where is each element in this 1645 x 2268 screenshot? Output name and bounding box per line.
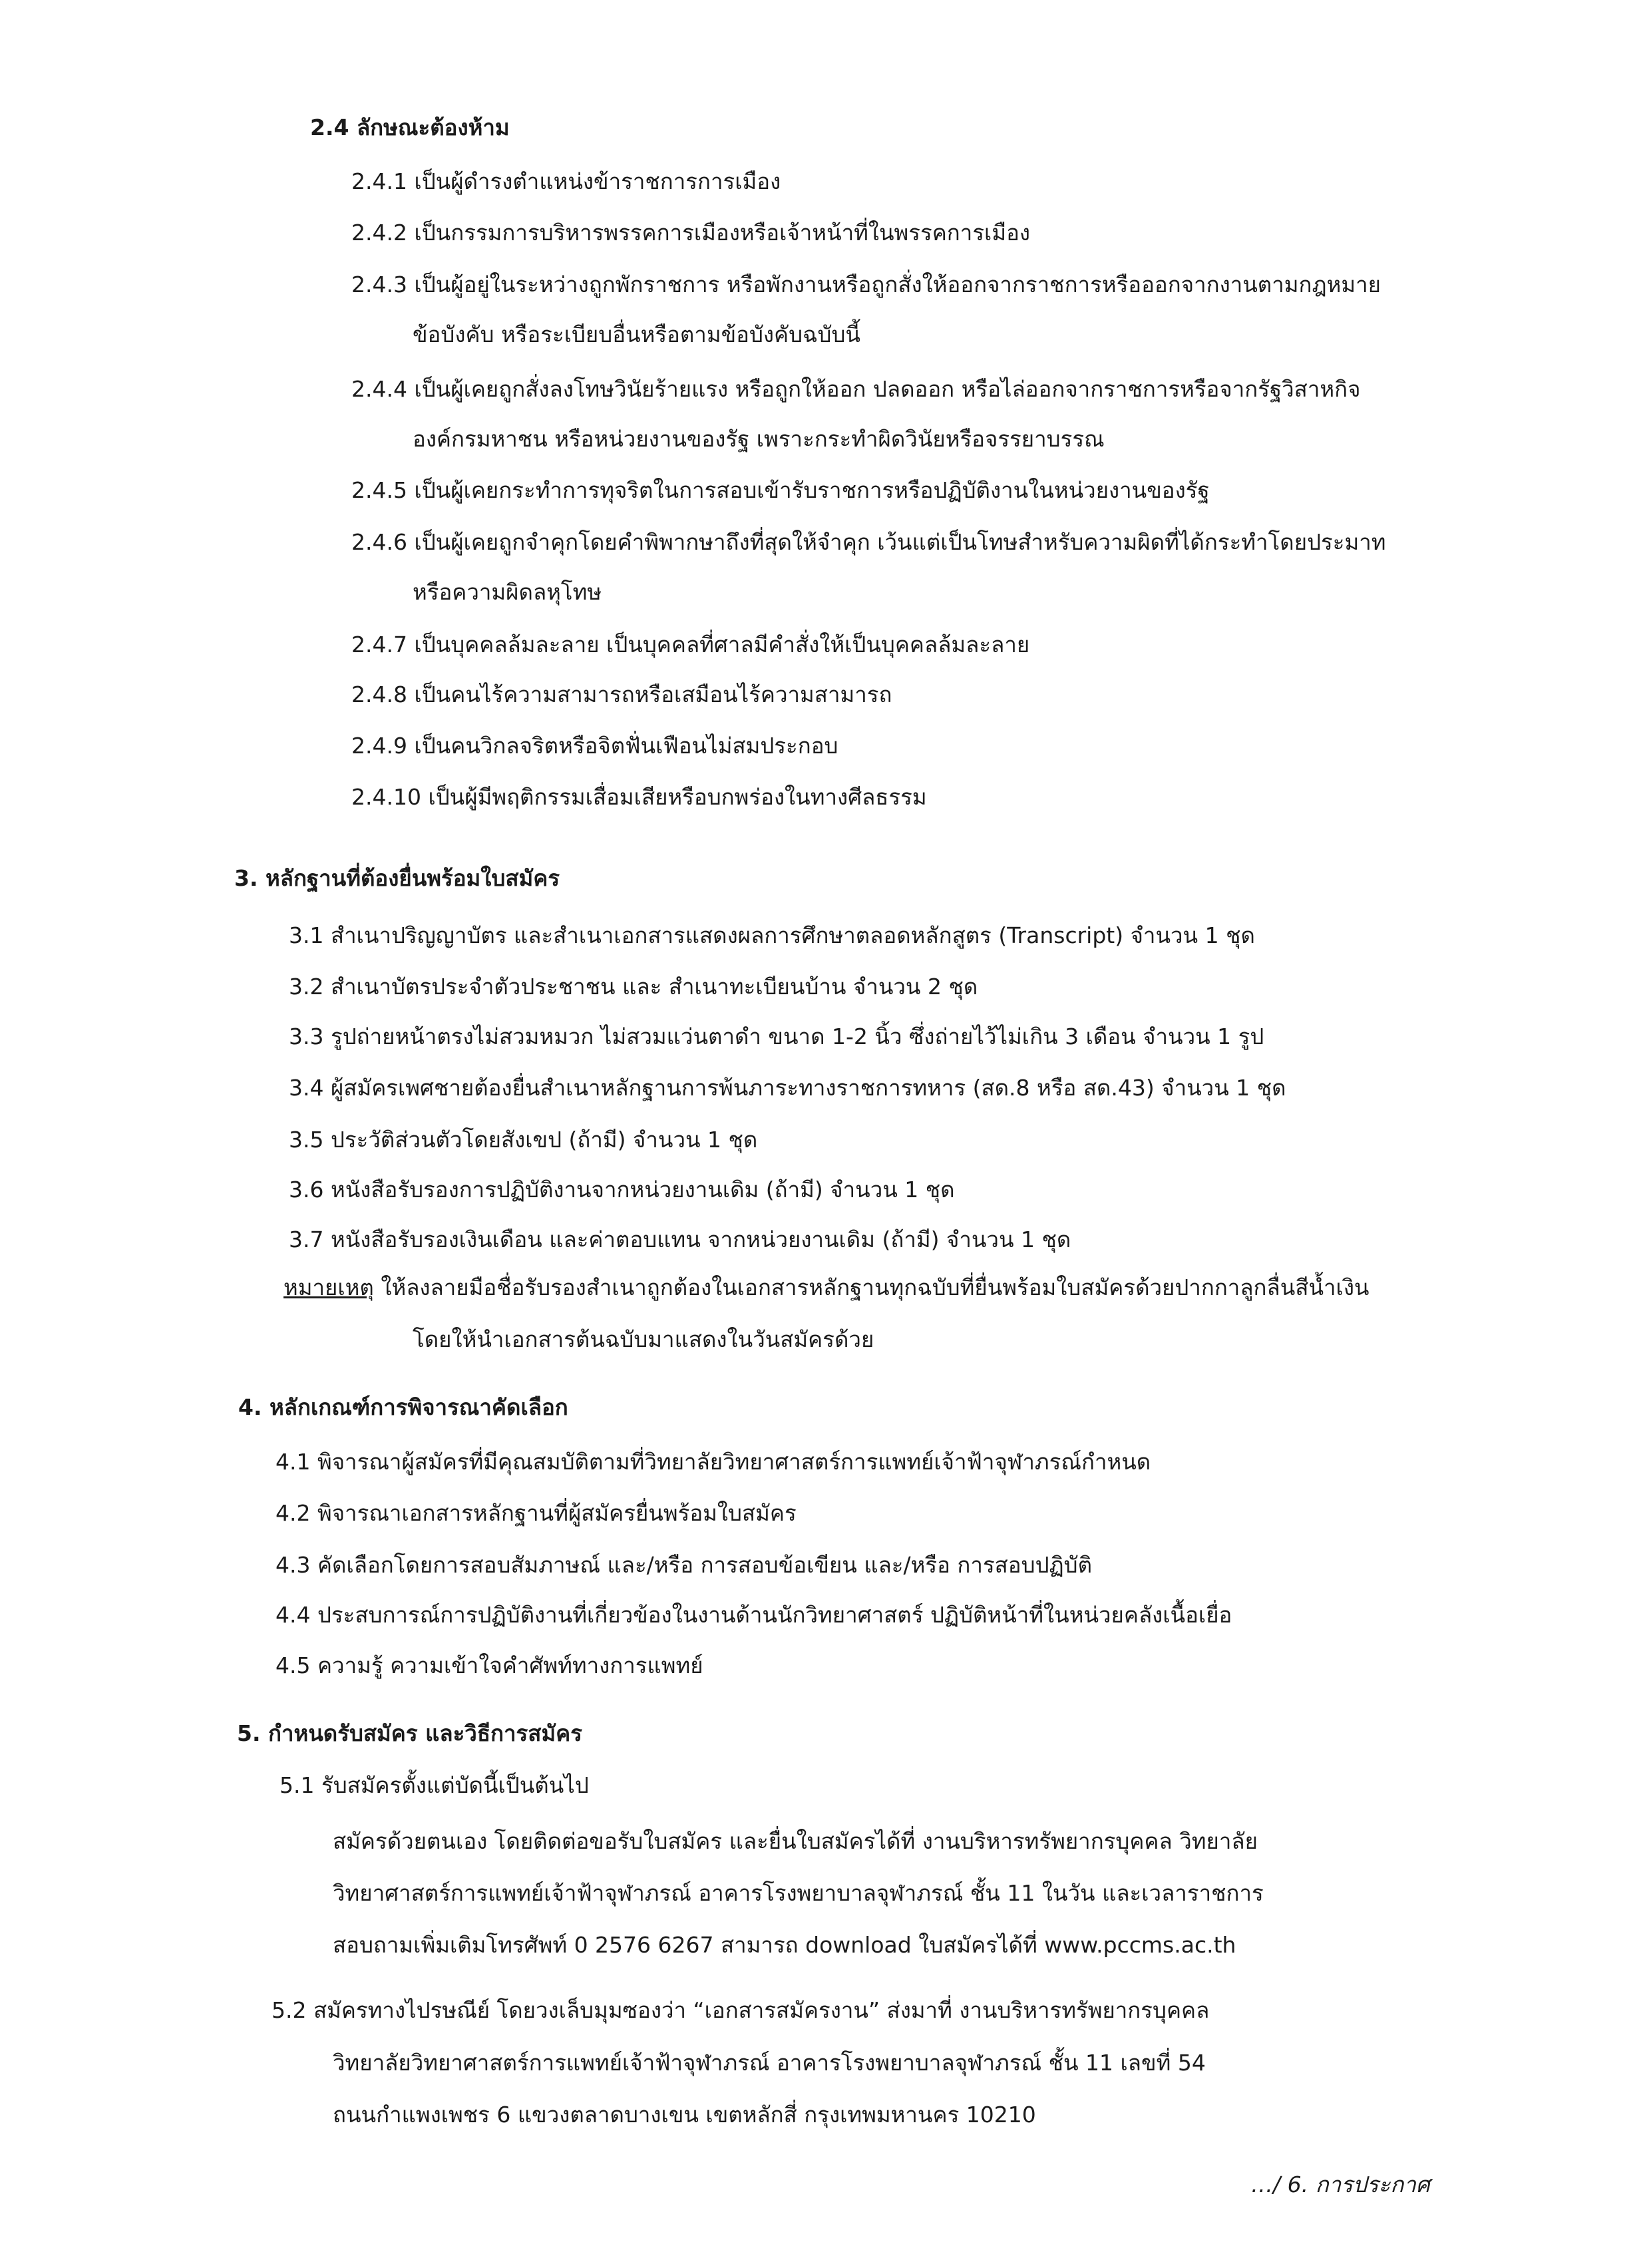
next-page-marker: …/ 6. การประกาศ bbox=[1251, 2172, 1430, 2197]
item-2-4-3: 2.4.3 เป็นผู้อยู่ในระหว่างถูกพักราชการ หรือพักงานหรือถูกสั่งให้ออกจากราชการหรือออกจากงานตามกฎหมาย bbox=[351, 272, 1381, 297]
item-3-2: 3.2 สำเนาบัตรประจำตัวประชาชน และ สำเนาทะเบียนบ้าน จำนวน 2 ชุด bbox=[289, 974, 978, 1000]
item-5-1-line-a: สมัครด้วยตนเอง โดยติดต่อขอรับใบสมัคร และยื่นใบสมัครได้ที่ งานบริหารทรัพยากรบุคคล วิทยาลัย bbox=[333, 1828, 1258, 1854]
item-2-4-9: 2.4.9 เป็นคนวิกลจริตหรือจิตฟั่นเฟือนไม่สมประกอบ bbox=[351, 733, 838, 759]
item-5-2-line-c: ถนนกำแพงเพชร 6 แขวงตลาดบางเขน เขตหลักสี่ กรุงเทพมหานคร 10210 bbox=[333, 2102, 1036, 2128]
item-3-6: 3.6 หนังสือรับรองการปฏิบัติงานจากหน่วยงานเดิม (ถ้ามี) จำนวน 1 ชุด bbox=[289, 1177, 955, 1203]
note-text: ให้ลงลายมือชื่อรับรองสำเนาถูกต้องในเอกสารหลักฐานทุกฉบับที่ยื่นพร้อมใบสมัครด้วยปากกาลูกลื่นสีน้ำเงิน bbox=[373, 1274, 1370, 1300]
item-2-4-6-cont: หรือความผิดลหุโทษ bbox=[413, 579, 602, 605]
section-heading-3: 3. หลักฐานที่ต้องยื่นพร้อมใบสมัคร bbox=[234, 865, 560, 891]
item-5-1: 5.1 รับสมัครตั้งแต่บัดนี้เป็นต้นไป bbox=[279, 1772, 589, 1798]
item-5-2-line-b: วิทยาลัยวิทยาศาสตร์การแพทย์เจ้าฟ้าจุฬาภรณ์ อาคารโรงพยาบาลจุฬาภรณ์ ชั้น 11 เลขที่ 54 bbox=[333, 2050, 1206, 2076]
note-label: หมายเหตุ bbox=[283, 1274, 374, 1300]
item-4-3: 4.3 คัดเลือกโดยการสอบสัมภาษณ์ และ/หรือ การสอบข้อเขียน และ/หรือ การสอบปฏิบัติ bbox=[275, 1552, 1093, 1578]
item-2-4-4-cont: องค์กรมหาชน หรือหน่วยงานของรัฐ เพราะกระทำผิดวินัยหรือจรรยาบรรณ bbox=[413, 426, 1105, 452]
item-4-4: 4.4 ประสบการณ์การปฏิบัติงานที่เกี่ยวข้องในงานด้านนักวิทยาศาสตร์ ปฏิบัติหน้าที่ในหน่วยคลังเนื้อเยื่อ bbox=[275, 1602, 1232, 1628]
section-heading-4: 4. หลักเกณฑ์การพิจารณาคัดเลือก bbox=[238, 1394, 568, 1420]
item-4-1: 4.1 พิจารณาผู้สมัครที่มีคุณสมบัติตามที่วิทยาลัยวิทยาศาสตร์การแพทย์เจ้าฟ้าจุฬาภรณ์กำหนด bbox=[275, 1449, 1151, 1475]
section-heading-5: 5. กำหนดรับสมัคร และวิธีการสมัคร bbox=[237, 1720, 582, 1746]
item-2-4-6: 2.4.6 เป็นผู้เคยถูกจำคุกโดยคำพิพากษาถึงที่สุดให้จำคุก เว้นแต่เป็นโทษสำหรับความผิดที่ได้กระทำโดยประมาท bbox=[351, 529, 1386, 555]
item-2-4-8: 2.4.8 เป็นคนไร้ความสามารถหรือเสมือนไร้ความสามารถ bbox=[351, 681, 892, 707]
section-heading-2-4: 2.4 ลักษณะต้องห้าม bbox=[310, 114, 510, 140]
item-2-4-4: 2.4.4 เป็นผู้เคยถูกสั่งลงโทษวินัยร้ายแรง หรือถูกให้ออก ปลดออก หรือไล่ออกจากราชการหรือจากรัฐวิสาหกิจ bbox=[351, 376, 1361, 402]
item-5-1-line-c: สอบถามเพิ่มเติมโทรศัพท์ 0 2576 6267 สามารถ download ใบสมัครได้ที่ www.pccms.ac.th bbox=[333, 1932, 1236, 1958]
item-2-4-10: 2.4.10 เป็นผู้มีพฤติกรรมเสื่อมเสียหรือบกพร่องในทางศีลธรรม bbox=[351, 784, 927, 810]
item-3-1: 3.1 สำเนาปริญญาบัตร และสำเนาเอกสารแสดงผลการศึกษาตลอดหลักสูตร (Transcript) จำนวน 1 ชุด bbox=[289, 922, 1255, 948]
item-2-4-7: 2.4.7 เป็นบุคคลล้มละลาย เป็นบุคคลที่ศาลมีคำสั่งให้เป็นบุคคลล้มละลาย bbox=[351, 632, 1030, 658]
item-2-4-2: 2.4.2 เป็นกรรมการบริหารพรรคการเมืองหรือเจ้าหน้าที่ในพรรคการเมือง bbox=[351, 220, 1031, 246]
item-4-5: 4.5 ความรู้ ความเข้าใจคำศัพท์ทางการแพทย์ bbox=[275, 1652, 703, 1678]
item-5-2: 5.2 สมัครทางไปรษณีย์ โดยวงเล็บมุมซองว่า “เอกสารสมัครงาน” ส่งมาที่ งานบริหารทรัพยากรบุคคล bbox=[272, 1997, 1210, 2023]
item-3-3: 3.3 รูปถ่ายหน้าตรงไม่สวมหมวก ไม่สวมแว่นตาดำ ขนาด 1-2 นิ้ว ซึ่งถ่ายไว้ไม่เกิน 3 เดือน จำนวน 1 รูป bbox=[289, 1024, 1264, 1049]
note-line-cont: โดยให้นำเอกสารต้นฉบับมาแสดงในวันสมัครด้วย bbox=[413, 1326, 874, 1352]
item-4-2: 4.2 พิจารณาเอกสารหลักฐานที่ผู้สมัครยื่นพร้อมใบสมัคร bbox=[275, 1500, 797, 1526]
note-line bbox=[283, 1271, 1370, 1304]
item-3-7: 3.7 หนังสือรับรองเงินเดือน และค่าตอบแทน จากหน่วยงานเดิม (ถ้ามี) จำนวน 1 ชุด bbox=[289, 1227, 1071, 1252]
item-2-4-3-cont: ข้อบังคับ หรือระเบียบอื่นหรือตามข้อบังคับฉบับนี้ bbox=[413, 321, 860, 347]
item-2-4-1: 2.4.1 เป็นผู้ดำรงตำแหน่งข้าราชการการเมือง bbox=[351, 168, 781, 194]
item-3-4: 3.4 ผู้สมัครเพศชายต้องยื่นสำเนาหลักฐานการพ้นภาระทางราชการทหาร (สด.8 หรือ สด.43) จำนวน 1 ชุด bbox=[289, 1075, 1286, 1101]
item-5-1-line-b: วิทยาศาสตร์การแพทย์เจ้าฟ้าจุฬาภรณ์ อาคารโรงพยาบาลจุฬาภรณ์ ชั้น 11 ในวัน และเวลาราชการ bbox=[333, 1880, 1264, 1906]
item-3-5: 3.5 ประวัติส่วนตัวโดยสังเขป (ถ้ามี) จำนวน 1 ชุด bbox=[289, 1127, 758, 1153]
item-2-4-5: 2.4.5 เป็นผู้เคยกระทำการทุจริตในการสอบเข้ารับราชการหรือปฏิบัติงานในหน่วยงานของรัฐ bbox=[351, 477, 1210, 503]
